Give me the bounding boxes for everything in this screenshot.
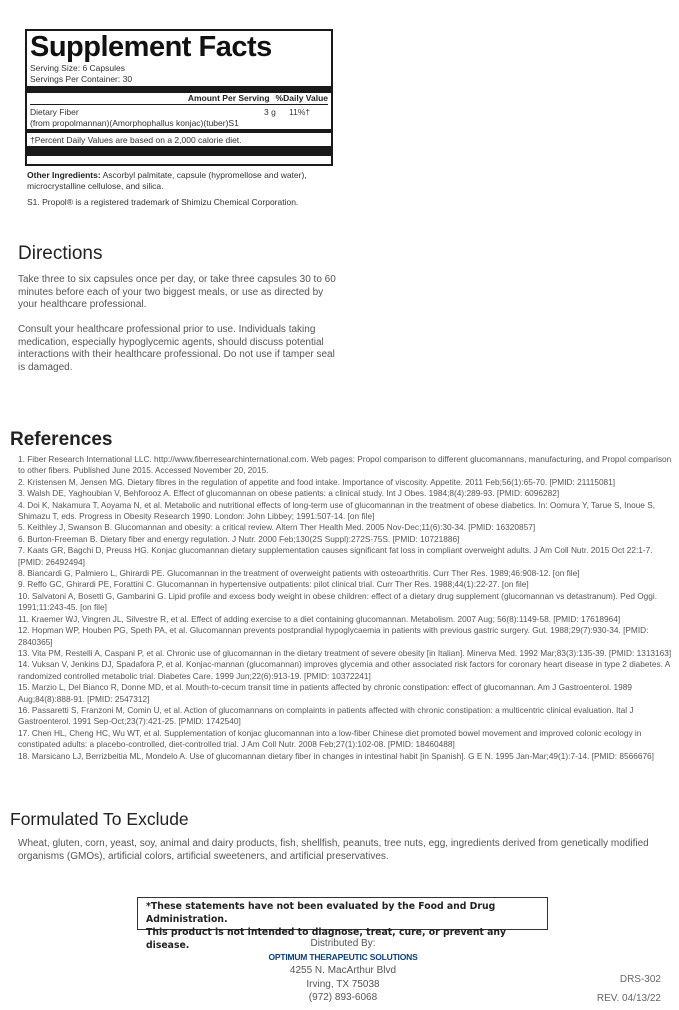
other-ingredients-label: Other Ingredients: — [27, 170, 101, 180]
reference-item: 3. Walsh DE, Yaghoubian V, Behforooz A. Effect of glucomannan on obese patients: a clinical study. Int J Obes. 1984;8(4):289-93. [PMID: 6096282] — [18, 488, 560, 499]
medium-divider — [27, 129, 331, 133]
revision-date: REV. 04/13/22 — [596, 993, 661, 1004]
ingredient-source: (from propolmannan)(Amorphophallus konjac)(tuber)S1 — [30, 118, 239, 128]
bottom-bar — [27, 146, 331, 156]
supplement-facts-panel — [25, 29, 333, 166]
document-code: DRS-302 — [619, 974, 661, 985]
fda-disclaimer-line-1: *These statements have not been evaluated by the Food and Drug Administration. — [146, 901, 496, 925]
reference-item: 7. Kaats GR, Bagchi D, Preuss HG. Konjac glucomannan dietary supplementation causes significant fat loss in compliant overweight adults. J Am Coll Nutr. 2015 Oct 22:1-7. [PMID: 26492494] — [18, 545, 653, 567]
reference-item: 8. Biancardi G, Palmiero L, Ghirardi PE. Glucomannan in the treatment of overweight patients with osteoarthritis. Curr Ther Res. 1989;46:908-12. [on file] — [18, 568, 580, 579]
references-heading: References — [10, 429, 113, 450]
reference-item: 17. Chen HL, Cheng HC, Wu WT, et al. Supplementation of konjac glucomannan into a low-fiber Chinese diet promoted bowel movement and improved colonic ecology in constipated adults: a placebo-controlled, diet-controlled trial. J Am Coll Nutr. 2008 Feb;27(1):102-08. [PMID: 18460488] — [18, 727, 642, 750]
ingredient-amount: 3 g — [264, 107, 276, 117]
fda-disclaimer-line-2: This product is not intended to diagnose, treat, cure, or prevent any disease. — [146, 927, 507, 951]
reference-item: 14. Vuksan V, Jenkins DJ, Spadafora P, et al. Konjac-mannan (glucomannan) improves glycemia and other associated risk factors for coronary heart disease in type 2 diabetes. A randomized controlled metabolic trial. Diabetes Care. 1999 Jun;22(6):913-19. [PMID: 10372241] — [18, 659, 670, 681]
formulated-to-exclude-heading: Formulated To Exclude — [10, 809, 189, 829]
reference-item: 16. Passaretti S, Franzoni M, Comin U, et al. Action of glucomannans on complaints in patients affected with chronic constipation: a multicentric clinical evaluation. Ital J Gastroenterol. 1991 Sep-Oct;23(7):421-25. [PMID: 1742540] — [18, 704, 634, 727]
facts-column-headers — [30, 93, 328, 105]
directions-paragraph-1: Take three to six capsules once per day, or take three capsules 30 to 60 minutes before each of your two biggest meals, or use as directed by your healthcare professional. — [18, 274, 336, 310]
daily-value-footnote: †Percent Daily Values are based on a 2,000 calorie diet. — [30, 135, 242, 145]
daily-value-header: %Daily Value — [275, 93, 328, 103]
supplement-facts-title: Supplement Facts — [30, 31, 272, 63]
reference-item: 4. Doi K, Nakamura T, Aoyama N, et al. Metabolic and nutritional effects of long-term use of glucomannan in the treatment of obese diabetics. In: Oomura Y, Tarue S, Inoue S, Shimazu T, eds. Progress in Obesity Research 1990. London: John Libbey; 1991:507-14. [on file] — [18, 499, 656, 522]
distributed-by-label: Distributed By: — [310, 938, 376, 949]
reference-item: 6. Burton-Freeman B. Dietary fiber and energy regulation. J Nutr. 2000 Feb;130(2S Suppl):272S-75S. [PMID: 10721886] — [18, 533, 460, 544]
references-list — [18, 454, 679, 762]
reference-item: 12. Hopman WP, Houben PG, Speth PA, et al. Glucomannan prevents postprandial hypoglycaemia in patients with previous gastric surgery. Gut. 1988;29(7):930-34. [PMID: 2840365] — [18, 625, 649, 647]
directions-paragraph-2: Consult your healthcare professional prior to use. Individuals taking medication, especially hypoglycemic agents, should discuss potential interactions with their healthcare professional. Do not use if tamper seal is damaged. — [18, 324, 335, 373]
ingredient-daily-value: 11%† — [289, 107, 311, 117]
directions-heading: Directions — [18, 243, 103, 264]
reference-item: 15. Marzio L, Del Bianco R, Donne MD, et al. Mouth-to-cecum transit time in patients affected by chronic constipation: effect of glucomannan. Am J Gastroenterol. 1989 Aug;84(8):888-91. [PMID: 2547312] — [18, 682, 632, 704]
reference-item: 18. Marsicano LJ, Berrizbeitia ML, Mondelo A. Use of glucomannan dietary fiber in changes in intestinal habit [in Spanish]. G E N. 1995 Jan-Mar;49(1):7-14. [PMID: 8566676] — [18, 750, 654, 761]
reference-item: 13. Vita PM, Restelli A, Caspani P, et al. Chronic use of glucomannan in the dietary treatment of severe obesity [in Italian]. Minerva Med. 1992 Mar;83(3):135-39. [PMID: 1313163] — [18, 647, 672, 658]
distributor-name: OPTIMUM THERAPEUTIC SOLUTIONS — [268, 951, 418, 962]
ingredient-name: Dietary Fiber — [30, 107, 79, 117]
thick-divider — [27, 86, 331, 93]
formulated-to-exclude-text: Wheat, gluten, corn, yeast, soy, animal and dairy products, fish, shellfish, peanuts, tree nuts, egg, ingredients derived from genetically modified organisms (GMOs), artificial colors, artificial sweeteners, and artificial preservatives. — [18, 838, 649, 862]
servings-per-container: Servings Per Container: 30 — [30, 74, 133, 84]
reference-item: 10. Salvatoni A, Bosetti G, Gambarini G. Lipid profile and excess body weight in obese children: effect of a dietary drug supplement (glucomannan vs detastranum). Ped Oggi. 1991;11:243-45. [on file] — [18, 590, 658, 613]
distributor-block — [223, 937, 463, 1005]
distributor-address-1: 4255 N. MacArthur Blvd — [289, 965, 397, 976]
other-ingredients-text: Ascorbyl palmitate, capsule (hypromellose and water), microcrystalline cellulose, and silica. — [27, 170, 307, 191]
reference-item: 5. Keithley J, Swanson B. Glucomannan and obesity: a critical review. Altern Ther Health Med. 2005 Nov-Dec;11(6):30-34. [PMID: 16320857] — [18, 522, 536, 533]
reference-item: 11. Kraemer WJ, Vingren JL, Silvestre R, et al. Effect of adding exercise to a diet containing glucomannan. Metabolism. 2007 Aug; 56(8):1149-58. [PMID: 17618964] — [18, 613, 621, 624]
reference-item: 9. Reffo GC, Ghirardi PE, Forattini C. Glucomannan in hypertensive outpatients: pilot clinical trial. Curr Ther Res. 1988;44(1):22-27. [on file] — [18, 579, 529, 590]
reference-item: 2. Kristensen M, Jensen MG. Dietary fibres in the regulation of appetite and food intake. Importance of viscosity. Appetite. 2011 Feb;56(1):65-70. [PMID: 21115081] — [18, 476, 616, 487]
distributor-phone: (972) 893-6068 — [308, 992, 378, 1003]
reference-item: 1. Fiber Research International LLC. http://www.fiberresearchinternational.com. Web pages: Propol comparison to different glucomannans, manufacturing, and Propol comparison to other fibers. Published June 2015. Accessed November 20, 2015. — [18, 454, 672, 476]
ingredient-row — [30, 105, 328, 129]
distributor-address-2: Irving, TX 75038 — [306, 978, 380, 990]
serving-size: Serving Size: 6 Capsules — [30, 63, 125, 73]
other-ingredients — [27, 170, 327, 192]
amount-per-serving-header: Amount Per Serving — [187, 93, 270, 103]
trademark-note: S1. Propol® is a registered trademark of Shimizu Chemical Corporation. — [27, 197, 299, 207]
